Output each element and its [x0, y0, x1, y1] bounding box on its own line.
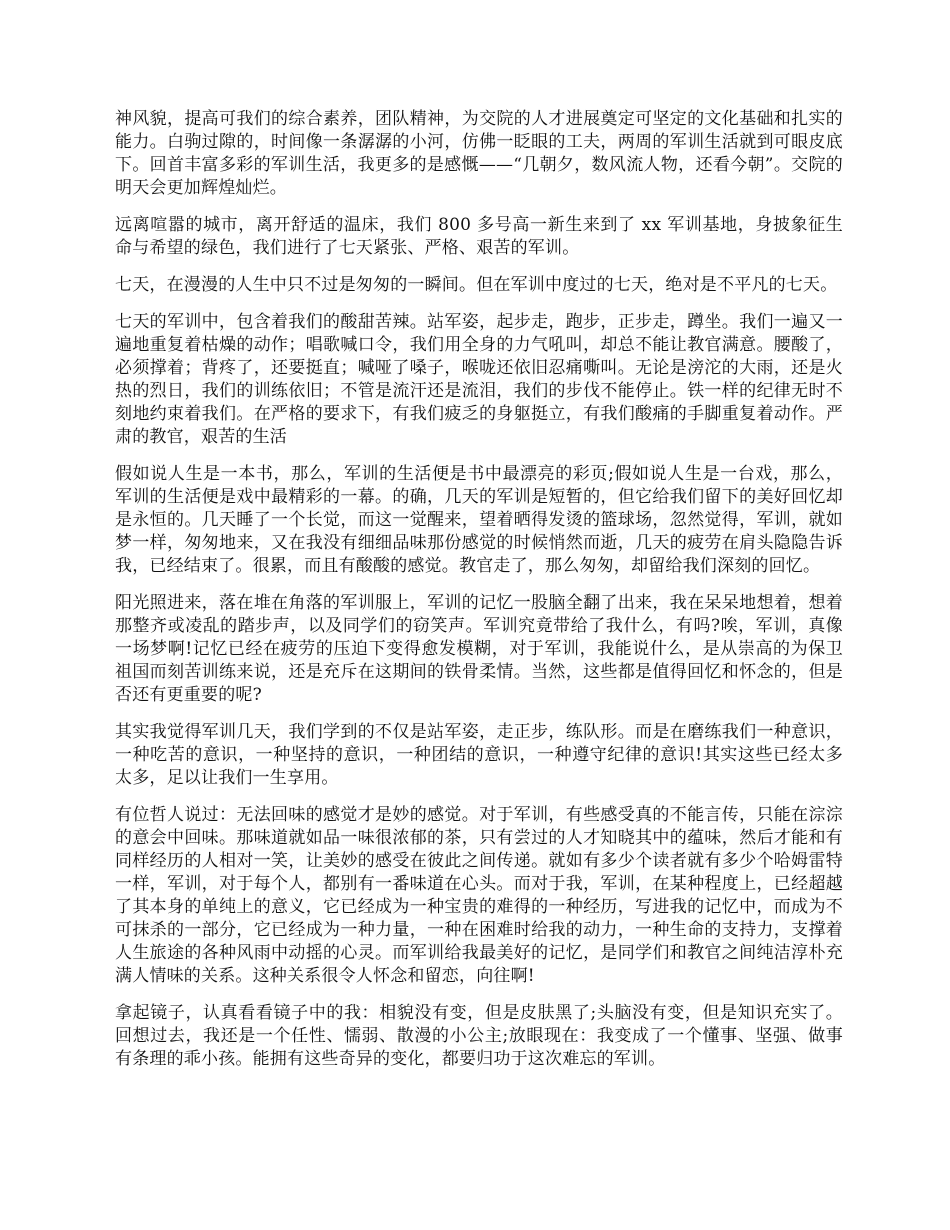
paragraph-1: 神风貌，提高可我们的综合素养，团队精神，为交院的人才进展奠定可坚定的文化基础和扎实的能力。白驹过隙的，时间像一条潺潺的小河，仿佛一眨眼的工夫，两周的军训生活就到可眼皮底下。回首丰富多彩的军训生活，我更多的是感慨——“几朝夕，数风流人物，还看今朝”。交院的明天会更加辉煌灿烂。	[115, 109, 843, 198]
paragraph-6: 阳光照进来，落在堆在角落的军训服上，军训的记忆一股脑全翻了出来，我在呆呆地想着，想着那整齐或凌乱的踏步声，以及同学们的窃笑声。军训究竟带给了我什么，有吗?唉，军训，真像一场梦啊!记忆已经在疲劳的压迫下变得愈发模糊，对于军训，我能说什么，是从崇高的为保卫祖国而刻苦训练来说，还是充斥在这期间的铁骨柔情。当然，这些都是值得回忆和怀念的，但是否还有更重要的呢?	[115, 593, 843, 705]
document-body	[115, 108, 843, 1085]
paragraph-7: 其实我觉得军训几天，我们学到的不仅是站军姿，走正步，练队形。而是在磨练我们一种意识，一种吃苦的意识，一种坚持的意识，一种团结的意识，一种遵守纪律的意识!其实这些已经太多太多，足以让我们一生享用。	[115, 722, 843, 788]
paragraph-5: 假如说人生是一本书，那么，军训的生活便是书中最漂亮的彩页;假如说人生是一台戏，那么，军训的生活便是戏中最精彩的一幕。的确，几天的军训是短暂的，但它给我们留下的美好回忆却是永恒的。几天睡了一个长觉，而这一觉醒来，望着晒得发烫的篮球场，忽然觉得，军训，就如梦一样，匆匆地来，又在我没有细细品味那份感觉的时候悄然而逝，几天的疲劳在肩头隐隐告诉我，已经结束了。很累，而且有酸酸的感觉。教官走了，那么匆匆，却留给我们深刻的回忆。	[115, 464, 843, 576]
paragraph-4: 七天的军训中，包含着我们的酸甜苦辣。站军姿，起步走，跑步，正步走，蹲坐。我们一遍又一遍地重复着枯燥的动作；唱歌喊口令，我们用全身的力气吼叫，却总不能让教官满意。腰酸了，必须撑着；背疼了，还要挺直；喊哑了嗓子，喉咙还依旧忍痛嘶叫。无论是滂沱的大雨，还是火热的烈日，我们的训练依旧；不管是流汗还是流泪，我们的步伐不能停止。铁一样的纪律无时不刻地约束着我们。在严格的要求下，有我们疲乏的身躯挺立，有我们酸痛的手脚重复着动作。严肃的教官，艰苦的生活	[115, 312, 843, 447]
paragraph-2: 远离喧嚣的城市，离开舒适的温床，我们 800 多号高一新生来到了 xx 军训基地，身披象征生命与希望的绿色，我们进行了七天紧张、严格、艰苦的军训。	[115, 215, 843, 258]
paragraph-3: 七天，在漫漫的人生中只不过是匆匆的一瞬间。但在军训中度过的七天，绝对是不平凡的七天。	[115, 275, 838, 295]
paragraph-9: 拿起镜子，认真看看镜子中的我：相貌没有变，但是皮肤黑了;头脑没有变，但是知识充实了。回想过去，我还是一个任性、懦弱、散漫的小公主;放眼现在：我变成了一个懂事、坚强、做事有条理的乖小孩。能拥有这些奇异的变化，都要归功于这次难忘的军训。	[115, 1003, 843, 1069]
paragraph-8: 有位哲人说过：无法回味的感觉才是妙的感觉。对于军训，有些感受真的不能言传，只能在淙淙的意会中回味。那味道就如品一味很浓郁的茶，只有尝过的人才知晓其中的蕴味，然后才能和有同样经历的人相对一笑，让美妙的感受在彼此之间传递。就如有多少个读者就有多少个哈姆雷特一样，军训，对于每个人，都别有一番味道在心头。而对于我，军训，在某种程度上，已经超越了其本身的单纯上的意义，它已经成为一种宝贵的难得的一种经历，写进我的记忆中，而成为不可抹杀的一部分，它已经成为一种力量，一种在困难时给我的动力，一种生命的支持力，支撑着人生旅途的各种风雨中动摇的心灵。而军训给我最美好的记忆，是同学们和教官之间纯洁淳朴充满人情味的关系。这种关系很令人怀念和留恋，向往啊!	[115, 805, 843, 986]
